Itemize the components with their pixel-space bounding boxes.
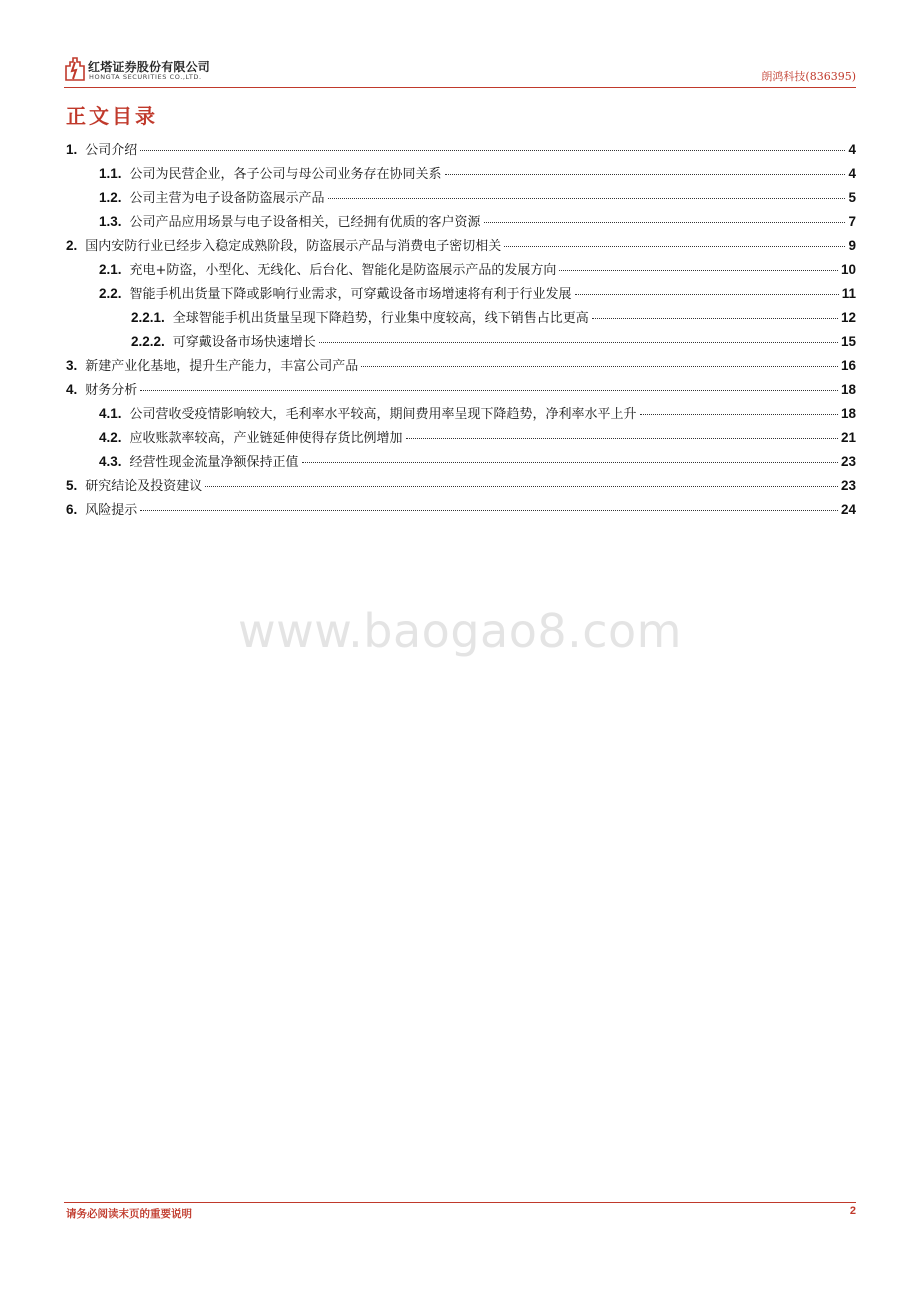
toc-entry-4-1[interactable]: [64, 402, 856, 426]
toc-entry-page: 10: [840, 262, 856, 277]
toc-entry-page: 9: [848, 238, 856, 253]
toc-entry-text: 新建产业化基地，提升生产能力，丰富公司产品: [85, 359, 359, 374]
toc-dot-leader: [575, 294, 839, 295]
toc-entry-number: 1.3.: [99, 214, 122, 229]
toc-dot-leader: [406, 438, 838, 439]
toc-entry-2-1[interactable]: [64, 258, 856, 282]
toc-entry-text: 财务分析: [85, 383, 138, 398]
toc-entry-number: 2.2.: [99, 286, 122, 301]
toc-entry-1-2[interactable]: [64, 186, 856, 210]
toc-dot-leader: [504, 246, 845, 247]
logo-company-name-cn: 红塔证券股份有限公司: [88, 60, 211, 74]
toc-entry-text: 充电+防盗，小型化、无线化、后台化、智能化是防盗展示产品的发展方向: [129, 263, 557, 278]
toc-entry-number: 1.: [66, 142, 78, 157]
toc-entry-number: 1.2.: [99, 190, 122, 205]
hongta-logo-icon: [64, 56, 86, 82]
toc-entry-text: 研究结论及投资建议: [85, 479, 203, 494]
toc-entry-number: 1.1.: [99, 166, 122, 181]
toc-entry-number: 2.2.1.: [131, 310, 165, 325]
toc-entry-page: 7: [848, 214, 856, 229]
toc-dot-leader: [640, 414, 838, 415]
toc-entry-4-2[interactable]: [64, 426, 856, 450]
toc-dot-leader: [361, 366, 838, 367]
toc-dot-leader: [319, 342, 838, 343]
toc-dot-leader: [140, 510, 838, 511]
toc-entry-page: 23: [840, 454, 856, 469]
toc-entry-page: 4: [848, 166, 856, 181]
toc-entry-number: 2.2.2.: [131, 334, 165, 349]
toc-entry-page: 4: [848, 142, 856, 157]
toc-entry-page: 15: [840, 334, 856, 349]
toc-entry-number: 3.: [66, 358, 78, 373]
toc-entry-text: 智能手机出货量下降或影响行业需求，可穿戴设备市场增速将有利于行业发展: [129, 287, 572, 302]
toc-entry-text: 风险提示: [85, 503, 138, 518]
page-number: 2: [849, 1205, 856, 1217]
toc-entry-text: 公司产品应用场景与电子设备相关，已经拥有优质的客户资源: [129, 215, 481, 230]
toc-entry-number: 4.3.: [99, 454, 122, 469]
toc-entry-text: 公司介绍: [85, 143, 138, 158]
toc-entry-text: 公司主营为电子设备防盗展示产品: [129, 191, 325, 206]
toc-entry-2-2[interactable]: [64, 282, 856, 306]
toc-dot-leader: [592, 318, 838, 319]
toc-entry-text: 公司为民营企业，各子公司与母公司业务存在协同关系: [129, 167, 442, 182]
toc-entry-page: 18: [840, 406, 856, 421]
toc-entry-page: 18: [840, 382, 856, 397]
toc-dot-leader: [445, 174, 846, 175]
toc-entry-page: 24: [840, 502, 856, 517]
toc-entry-text: 经营性现金流量净额保持正值: [129, 455, 299, 470]
toc-entry-4-3[interactable]: [64, 450, 856, 474]
toc-entry-3[interactable]: [64, 354, 856, 378]
toc-entry-6[interactable]: [64, 498, 856, 522]
table-of-contents: [64, 138, 856, 522]
toc-entry-page: 23: [840, 478, 856, 493]
toc-entry-page: 21: [840, 430, 856, 445]
company-logo: [64, 54, 244, 88]
logo-company-name-en: HONGTA SECURITIES CO.,LTD.: [89, 73, 202, 81]
toc-entry-2[interactable]: [64, 234, 856, 258]
toc-dot-leader: [140, 390, 838, 391]
toc-dot-leader: [205, 486, 838, 487]
toc-entry-2-2-1[interactable]: [64, 306, 856, 330]
watermark-text: www.baogao8.com: [238, 604, 682, 658]
toc-entry-number: 2.1.: [99, 262, 122, 277]
toc-entry-page: 16: [840, 358, 856, 373]
toc-entry-page: 5: [848, 190, 856, 205]
toc-dot-leader: [328, 198, 846, 199]
toc-entry-2-2-2[interactable]: [64, 330, 856, 354]
toc-entry-4[interactable]: [64, 378, 856, 402]
toc-dot-leader: [302, 462, 838, 463]
toc-entry-text: 应收账款率较高，产业链延伸使得存货比例增加: [129, 431, 403, 446]
toc-entry-text: 国内安防行业已经步入稳定成熟阶段，防盗展示产品与消费电子密切相关: [85, 239, 502, 254]
toc-entry-text: 公司营收受疫情影响较大，毛利率水平较高，期间费用率呈现下降趋势，净利率水平上升: [129, 407, 637, 422]
toc-entry-5[interactable]: [64, 474, 856, 498]
toc-entry-text: 全球智能手机出货量呈现下降趋势，行业集中度较高，线下销售占比更高: [172, 311, 589, 326]
toc-entry-1-1[interactable]: [64, 162, 856, 186]
toc-title: 正文目录: [66, 104, 158, 128]
toc-entry-page: 12: [840, 310, 856, 325]
toc-entry-1[interactable]: [64, 138, 856, 162]
footer-disclaimer-note: 请务必阅读末页的重要说明: [66, 1208, 192, 1220]
toc-entry-number: 5.: [66, 478, 78, 493]
toc-entry-number: 2.: [66, 238, 78, 253]
toc-entry-number: 4.2.: [99, 430, 122, 445]
footer-divider: [64, 1202, 856, 1203]
toc-entry-text: 可穿戴设备市场快速增长: [172, 335, 316, 350]
page-header: [64, 54, 856, 88]
toc-dot-leader: [559, 270, 838, 271]
toc-entry-number: 4.1.: [99, 406, 122, 421]
toc-entry-number: 4.: [66, 382, 78, 397]
toc-entry-1-3[interactable]: [64, 210, 856, 234]
toc-dot-leader: [140, 150, 845, 151]
toc-entry-page: 11: [841, 286, 856, 301]
company-code-label: 朗鸿科技(836395): [761, 70, 856, 83]
toc-dot-leader: [484, 222, 846, 223]
toc-entry-number: 6.: [66, 502, 78, 517]
header-divider: [64, 87, 856, 88]
